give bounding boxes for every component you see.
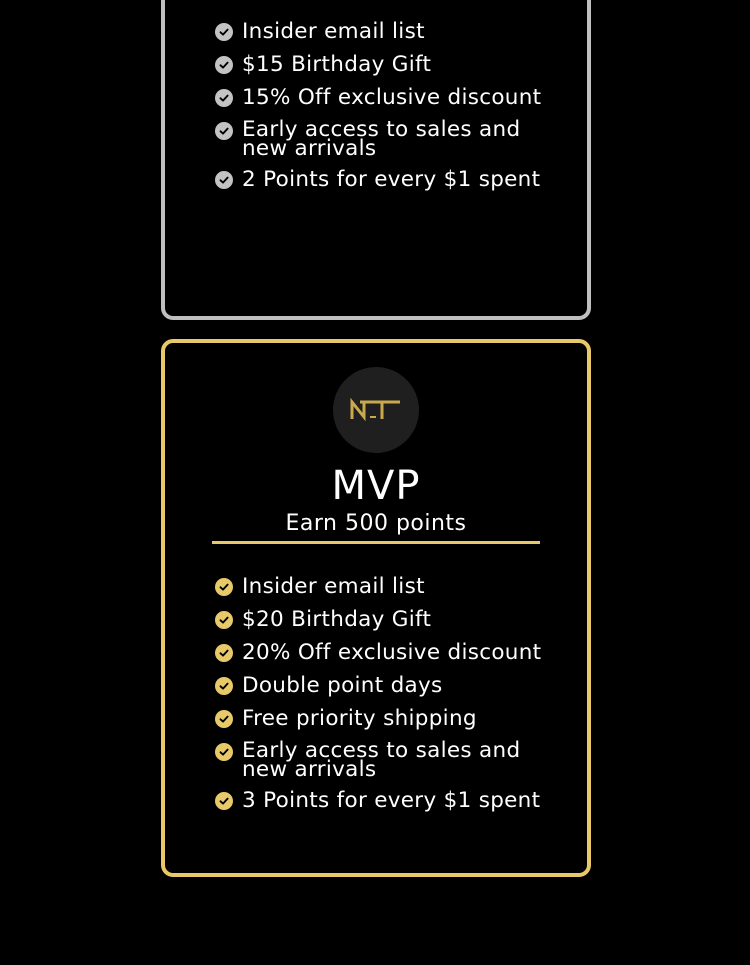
check-circle-icon bbox=[215, 578, 233, 596]
check-circle-icon bbox=[215, 644, 233, 662]
benefit-item bbox=[215, 117, 541, 161]
benefit-item bbox=[215, 790, 541, 811]
tier-title: MVP bbox=[331, 463, 421, 509]
tier-card-silver bbox=[161, 0, 591, 320]
benefit-text: 3 Points for every $1 spent bbox=[242, 788, 541, 813]
benefit-item bbox=[215, 642, 541, 663]
benefit-item bbox=[215, 169, 541, 190]
check-circle-icon bbox=[215, 792, 233, 810]
benefit-item bbox=[215, 54, 541, 75]
check-circle-icon bbox=[215, 710, 233, 728]
tier-logo bbox=[333, 367, 419, 453]
check-circle-icon bbox=[215, 171, 233, 189]
benefit-text: 2 Points for every $1 spent bbox=[242, 167, 541, 192]
divider bbox=[212, 541, 540, 544]
benefit-text: Early access to sales and new arrivals bbox=[242, 738, 521, 782]
check-circle-icon bbox=[215, 23, 233, 41]
benefit-text: $15 Birthday Gift bbox=[242, 52, 432, 77]
check-circle-icon bbox=[215, 677, 233, 695]
benefit-text: 20% Off exclusive discount bbox=[242, 640, 542, 665]
benefit-item bbox=[215, 87, 541, 108]
benefit-text: Early access to sales and new arrivals bbox=[242, 117, 521, 161]
benefit-item bbox=[215, 708, 541, 729]
tier-requirement: Earn 500 points bbox=[285, 511, 467, 536]
benefit-list bbox=[215, 21, 541, 202]
check-circle-icon bbox=[215, 56, 233, 74]
check-circle-icon bbox=[215, 122, 233, 140]
benefit-item bbox=[215, 21, 541, 42]
benefit-text: Insider email list bbox=[242, 574, 425, 599]
check-circle-icon bbox=[215, 611, 233, 629]
benefit-item bbox=[215, 738, 541, 782]
benefit-text: Insider email list bbox=[242, 19, 425, 44]
tier-card-mvp bbox=[161, 339, 591, 877]
benefit-text: 15% Off exclusive discount bbox=[242, 85, 542, 110]
benefit-item bbox=[215, 675, 541, 696]
benefit-item bbox=[215, 576, 541, 597]
check-circle-icon bbox=[215, 89, 233, 107]
benefit-text: Double point days bbox=[242, 673, 443, 698]
benefit-text: $20 Birthday Gift bbox=[242, 607, 432, 632]
benefit-text: Free priority shipping bbox=[242, 706, 477, 731]
check-circle-icon bbox=[215, 743, 233, 761]
nt-monogram-icon bbox=[346, 395, 406, 425]
benefit-item bbox=[215, 609, 541, 630]
benefit-list bbox=[215, 576, 541, 823]
